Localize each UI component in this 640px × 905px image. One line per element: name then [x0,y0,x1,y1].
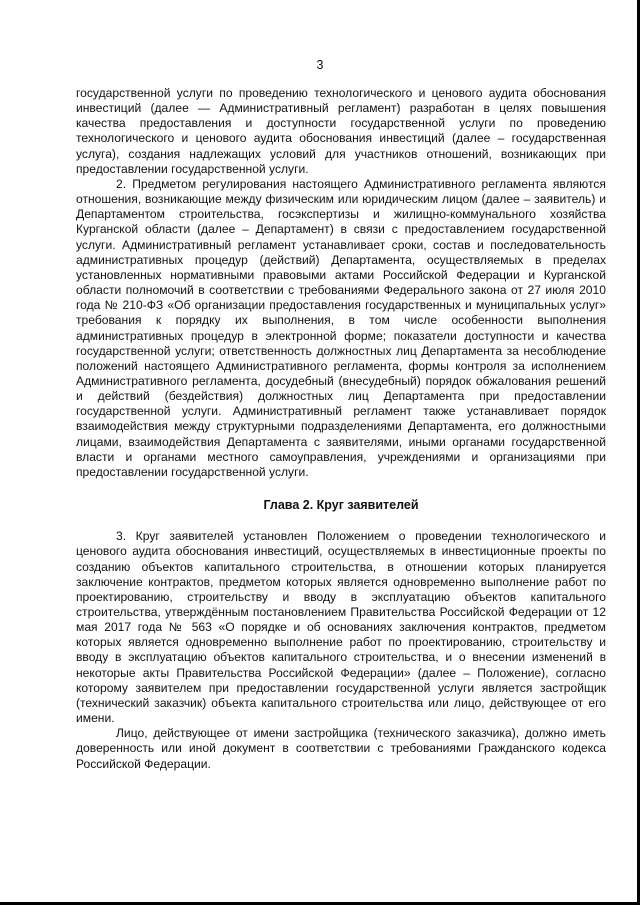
paragraph-regulation-subject: 2. Предметом регулирования настоящего Административного регламента являются отношения, возникающие между физическим или юридическим лицом (далее – заявитель) и Департаментом строительства, госэкспертизы и жилищно-коммунального хозяйства Курганской области (далее – Департамент) в связи с предоставлением государственной услуги. Административный регламент устанавливает сроки, состав и последовательность административных процедур (действий) Департамента, осуществляемых в пределах установленных нормативными правовыми актами Российской Федерации и Курганской области полномочий в соответствии с требованиями Федерального закона от 27 июля 2010 года № 210-ФЗ «Об организации предоставления государственных и муниципальных услуг» требования к порядку их выполнения, в том числе особенности выполнения административных процедур в электронной форме; показатели доступности и качества государственной услуги; ответственность должностных лиц Департамента за несоблюдение положений настоящего Административного регламента, формы контроля за исполнением Административного регламента, досудебный (внесудебный) порядок обжалования решений и действий (бездействия) должностных лиц Департамента при предоставлении государственной услуги. Административный регламент также устанавливает порядок взаимодействия между структурными подразделениями Департамента, его должностными лицами, взаимодействия Департамента с заявителями, иными органами государственной власти и органами местного самоуправления, учреждениями и организациями при предоставлении государственной услуги. [76,176,606,479]
page-number: 3 [316,58,324,72]
paragraph-applicants: 3. Круг заявителей установлен Положением о проведении технологического и ценового аудита обоснования инвестиций, осуществляемых в инвестиционные проекты по созданию объектов капитального строительства, в отношении которых планируется заключение контрактов, предметом которых является одновременно выполнение работ по проектированию, строительству и вводу в эксплуатацию объектов капитального строительства, утверждённым постановлением Правительства Российской Федерации от 12 мая 2017 года № 563 «О порядке и об основаниях заключения контрактов, предметом которых является одновременно выполнение работ по проектированию, строительству и вводу в эксплуатацию объектов капитального строительства, и о внесении изменений в некоторые акты Правительства Российской Федерации» (далее – Положение), согласно которому заявителем при предоставлении государственной услуги является застройщик (технический заказчик) объекта капитального строительства или лицо, действующее от его имени. [76,529,606,726]
paragraph-representative: Лицо, действующее от имени застройщика (технического заказчика), должно иметь доверенность или иной документ в соответствии с требованиями Гражданского кодекса Российской Федерации. [76,726,606,771]
document-body [76,86,606,772]
chapter-heading: Глава 2. Круг заявителей [263,498,419,513]
paragraph-regulation-purpose: государственной услуги по проведению технологического и ценового аудита обоснования инвестиций (далее — Административный регламент) разработан в целях повышения качества предоставления и доступности государственной услуги по проведению технологического и ценового аудита обоснования инвестиций (далее – государственная услуга), создания надлежащих условий для участников отношений, возникающих при предоставлении государственной услуги. [76,86,606,176]
